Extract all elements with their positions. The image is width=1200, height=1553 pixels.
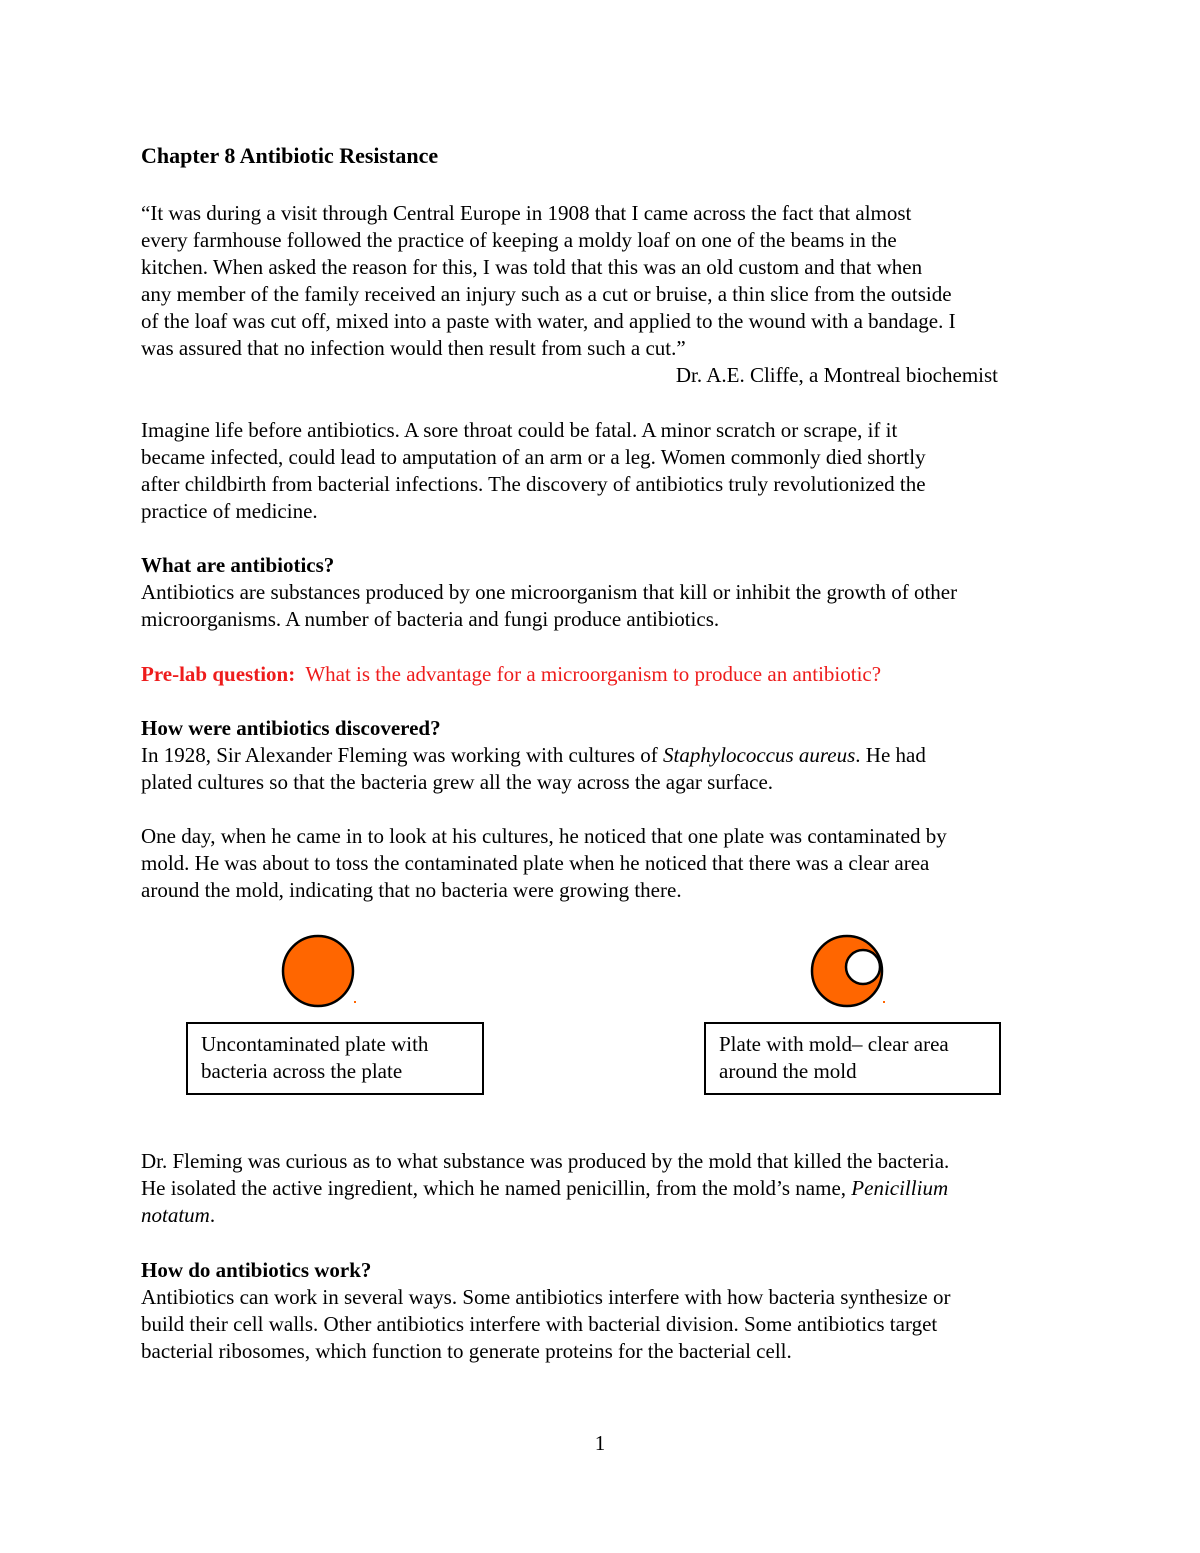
left-figure-caption — [186, 1022, 484, 1095]
caption-line: around the mold — [719, 1059, 857, 1083]
contamination-line: mold. He was about to toss the contaminated plate when he noticed that there was a clear area — [141, 851, 930, 875]
quote-line: of the loaf was cut off, mixed into a paste with water, and applied to the wound with a bandage. I — [141, 309, 956, 333]
species-name: notatum — [141, 1203, 210, 1227]
contaminated-plate-figure — [804, 933, 894, 1008]
intro-line: after childbirth from bacterial infections. The discovery of antibiotics truly revolutionized the — [141, 472, 926, 496]
prelab-label: Pre-lab question: — [141, 662, 296, 686]
how-work-line: build their cell walls. Other antibiotics interfere with bacterial division. Some antibiotics target — [141, 1312, 938, 1336]
what-are-line: microorganisms. A number of bacteria and fungi produce antibiotics. — [141, 607, 720, 631]
discovered-text: plated cultures so that the bacteria grew all the way across the agar surface. — [141, 770, 774, 794]
quote-block — [141, 200, 1071, 389]
intro-paragraph — [141, 417, 1071, 525]
how-discovered-section — [141, 715, 1071, 796]
quote-line: “It was during a visit through Central Europe in 1908 that I came across the fact that almost — [141, 201, 912, 225]
mold-colony — [846, 950, 880, 984]
quote-attribution: Dr. A.E. Cliffe, a Montreal biochemist — [675, 363, 998, 387]
intro-line: Imagine life before antibiotics. A sore throat could be fatal. A minor scratch or scrape, if it — [141, 418, 898, 442]
uncontaminated-plate-figure — [275, 933, 365, 1008]
contamination-line: around the mold, indicating that no bacteria were growing there. — [141, 878, 682, 902]
discovered-text: . He had — [855, 743, 926, 767]
section-heading-how-work: How do antibiotics work? — [141, 1258, 372, 1282]
caption-line: Uncontaminated plate with — [201, 1032, 429, 1056]
how-work-line: bacterial ribosomes, which function to generate proteins for the bacterial cell. — [141, 1339, 792, 1363]
fleming-line: Dr. Fleming was curious as to what substance was produced by the mold that killed the bacteria. — [141, 1149, 950, 1173]
fleming-paragraph — [141, 1148, 1071, 1229]
chapter-title: Chapter 8 Antibiotic Resistance — [141, 143, 439, 168]
quote-line: kitchen. When asked the reason for this, I was told that this was an old custom and that when — [141, 255, 923, 279]
fleming-line: . — [209, 1203, 216, 1227]
agar-plate — [283, 936, 353, 1006]
intro-line: became infected, could lead to amputation of an arm or a leg. Women commonly died shortly — [141, 445, 926, 469]
page-number: 1 — [594, 1431, 606, 1455]
contamination-paragraph — [141, 823, 1071, 904]
how-work-section — [141, 1257, 1071, 1365]
quote-line: any member of the family received an injury such as a cut or bruise, a thin slice from the outside — [141, 282, 952, 306]
discovered-text: In 1928, Sir Alexander Fleming was working with cultures of — [141, 743, 664, 767]
prelab-question-text: What is the advantage for a microorganism to produce an antibiotic? — [305, 662, 882, 686]
species-name: Penicillium — [851, 1176, 949, 1200]
section-heading-how-discovered: How were antibiotics discovered? — [141, 716, 441, 740]
species-name: Staphylococcus aureus — [663, 743, 856, 767]
contamination-line: One day, when he came in to look at his cultures, he noticed that one plate was contaminated by — [141, 824, 947, 848]
intro-line: practice of medicine. — [141, 499, 318, 523]
fleming-line: He isolated the active ingredient, which he named penicillin, from the mold’s name, — [141, 1176, 852, 1200]
caption-line: Plate with mold– clear area — [719, 1032, 949, 1056]
right-figure-caption — [704, 1022, 1001, 1095]
how-work-line: Antibiotics can work in several ways. Some antibiotics interfere with how bacteria synthesize or — [141, 1285, 951, 1309]
what-are-section — [141, 552, 1071, 633]
what-are-line: Antibiotics are substances produced by one microorganism that kill or inhibit the growth of other — [141, 580, 958, 604]
prelab-question — [141, 661, 1071, 688]
section-heading-what-are: What are antibiotics? — [141, 553, 335, 577]
quote-line: was assured that no infection would then result from such a cut.” — [141, 336, 686, 360]
quote-line: every farmhouse followed the practice of keeping a moldy loaf on one of the beams in the — [141, 228, 897, 252]
caption-line: bacteria across the plate — [201, 1059, 403, 1083]
